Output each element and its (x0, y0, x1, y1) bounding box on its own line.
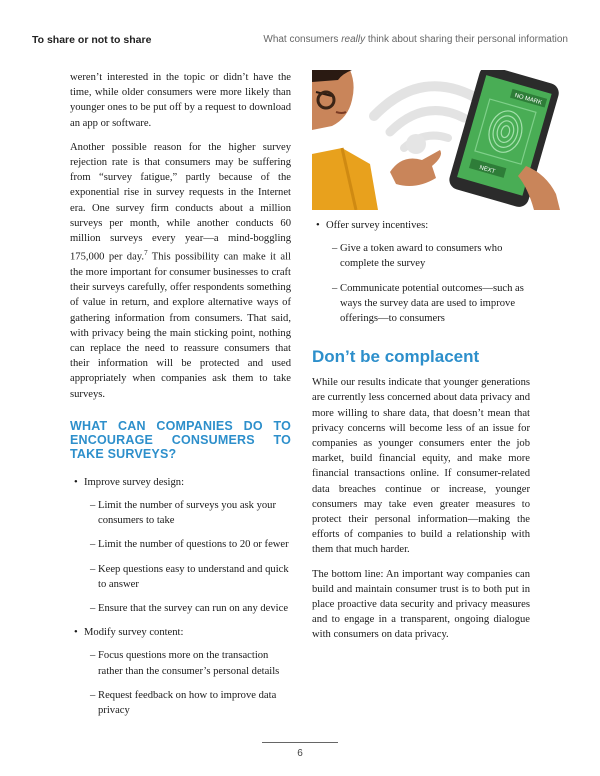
bullet-item: • Improve survey design: (70, 475, 291, 490)
dash-item: – Limit the number of surveys you ask your consumers to take (70, 498, 291, 528)
tablet-label: NO MARK (513, 92, 543, 107)
hand-shape (390, 150, 441, 186)
illustration-tablet-fingerprint (312, 70, 560, 210)
section-heading: WHAT CAN COMPANIES DO TO ENCOURAGE CONSUMERS TO TAKE SURVEYS? (70, 418, 291, 461)
dash-item: – Give a token award to consumers who complete the survey (312, 241, 530, 271)
dash-item: – Communicate potential outcomes—such as ways the survey data are used to improve offerings—to consumers (312, 281, 530, 327)
paragraph: While our results indicate that younger generations are currently less concerned about data privacy and more willing to share data, that doesn’t mean that privacy concerns will become less of an issue for companies as younger consumers enter the job market, build financial equity, and make more financial transactions online. If consumer-related data breaches continue or increase, younger consumers may take even greater measures to protect their personal information—making the efforts of companies to build a relationship with them that much harder. (312, 377, 530, 556)
dash-item: – Ensure that the survey can run on any device (70, 601, 291, 616)
bullet-item: • Modify survey content: (70, 625, 291, 640)
running-header-subtitle: What consumers really think about sharing their personal information (263, 34, 568, 45)
section-heading: Don’t be complacent (312, 347, 480, 367)
right-column (312, 218, 530, 652)
left-column (70, 70, 291, 727)
page-number: 6 (297, 748, 303, 759)
paragraph: weren’t interested in the topic or didn’t have the time, while older consumers were more likely than younger ones to be put off by a request to download an app or software. (70, 72, 291, 129)
paragraph: Another possible reason for the higher survey rejection rate is that consumers may be suffering from “survey fatigue,” partly because of the exponential rise in survey requests in the Internet era. One survey firm conducts about a million surveys per month, while another conducts 60 million surveys every year—a mind-boggling 175,000 per day.$^7$ This possibility can make it all the more important for consumer businesses to craft their surveys carefully, offer respondents something of value in return, and explore alternative ways of gathering information from consumers. That said, with privacy being the main sticking point, nothing can replace the need to reassure consumers that their information will be protected and used appropriately when companies ask them to take surveys. (70, 141, 291, 400)
dash-item: – Request feedback on how to improve data privacy (70, 688, 291, 718)
dash-item: – Keep questions easy to understand and quick to answer (70, 562, 291, 592)
bullet-item: • Offer survey incentives: (312, 218, 530, 233)
footer-divider (262, 742, 338, 743)
dash-item: – Focus questions more on the transaction rather than the consumer’s personal details (70, 648, 291, 678)
running-header-title: To share or not to share (32, 34, 152, 46)
tablet-next-label: NEXT (478, 164, 496, 176)
dash-item: – Limit the number of questions to 20 or fewer (70, 537, 291, 552)
paragraph: The bottom line: An important way companies can build and maintain consumer trust is to both put in place proactive data security and privacy measures and to engage in a transparent, ongoing dialogue with consumers on data privacy. (312, 568, 530, 641)
